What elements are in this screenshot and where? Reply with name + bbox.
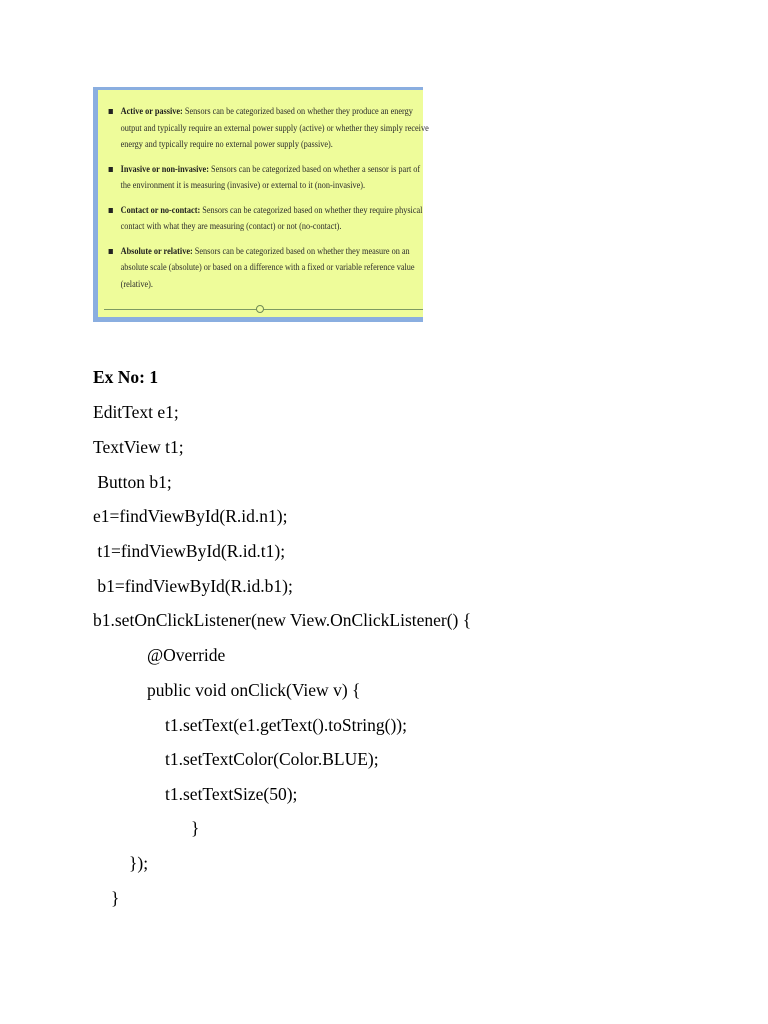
- code-line: });: [129, 853, 149, 873]
- figure-item-term: Invasive or non-invasive:: [120, 163, 209, 175]
- figure-item-text: Sensors can be categorized based on whether they measure on an absolute scale (absolute) or based on a difference with a fixed or variable reference value (relative).: [120, 245, 415, 290]
- figure-list-item: [106, 162, 430, 195]
- figure-item-term: Absolute or relative:: [120, 245, 193, 257]
- code-line: @Override: [147, 645, 226, 665]
- figure-item-term: Active or passive:: [120, 106, 183, 117]
- square-bullet-icon: [109, 208, 113, 213]
- code-line: }: [111, 888, 120, 908]
- code-line: EditText e1;: [93, 402, 179, 422]
- code-line: b1.setOnClickListener(new View.OnClickListener() {: [93, 610, 472, 630]
- code-line: t1.setTextColor(Color.BLUE);: [165, 749, 379, 769]
- figure-item-term: Contact or no-contact:: [120, 204, 201, 216]
- code-line: e1=findViewById(R.id.n1);: [93, 506, 288, 526]
- figure-item-text: Sensors can be categorized based on whether they produce an energy output and typically require an external power supply (active) or whether they simply receive energy and typically require no external power supply (passive).: [120, 106, 429, 150]
- figure-background: [98, 90, 429, 317]
- figure-list-item: [106, 244, 430, 294]
- figure-item-text: Sensors can be categorized based on whether they require physical contact with what they are measuring (contact) or not (no-contact).: [120, 204, 423, 232]
- code-line: b1=findViewById(R.id.b1);: [93, 576, 293, 596]
- exercise-heading: Ex No: 1: [93, 367, 159, 387]
- code-line: t1.setTextSize(50);: [165, 784, 298, 804]
- code-line: public void onClick(View v) {: [147, 680, 361, 700]
- square-bullet-icon: [109, 249, 113, 254]
- code-line: t1.setText(e1.getText().toString());: [165, 715, 407, 735]
- circle-marker-icon: [256, 305, 264, 313]
- code-line: Button b1;: [93, 472, 172, 492]
- figure-list-item: [106, 104, 430, 154]
- code-line: TextView t1;: [93, 437, 184, 457]
- square-bullet-icon: [109, 167, 113, 172]
- figure-bullet-list: [106, 104, 429, 301]
- code-line: t1=findViewById(R.id.t1);: [93, 541, 286, 561]
- square-bullet-icon: [109, 109, 113, 114]
- code-line: }: [191, 818, 200, 838]
- figure-item-text: Sensors can be categorized based on whether a sensor is part of the environment it is measuring (invasive) or external to it (non-invasive).: [120, 163, 421, 191]
- sensor-categories-figure: [93, 87, 429, 322]
- figure-list-item: [106, 203, 430, 236]
